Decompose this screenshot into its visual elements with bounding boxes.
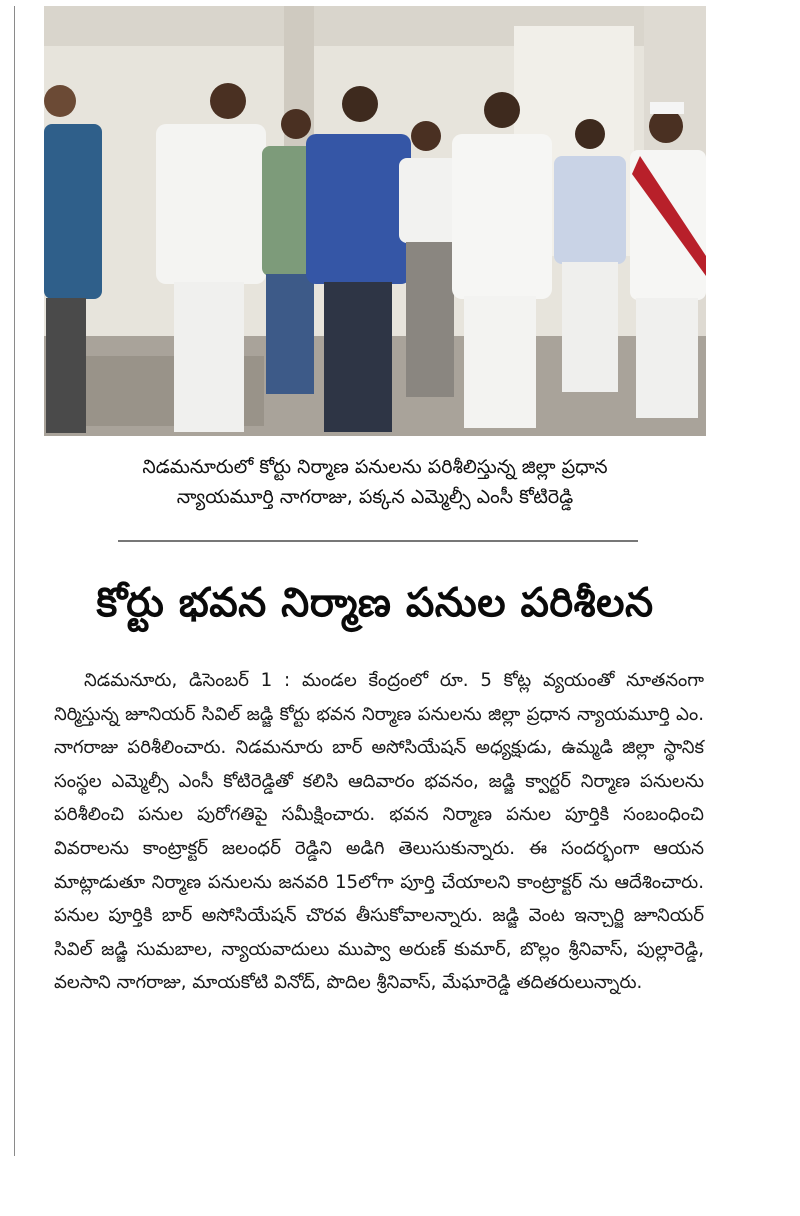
caption-line-2: న్యాయమూర్తి నాగరాజు, పక్కన ఎమ్మెల్సీ ఎంసీ కోటిరెడ్డి bbox=[176, 486, 574, 508]
article-body: నిడమనూరు, డిసెంబర్ 1 : మండల కేంద్రంలో రూ. 5 కోట్ల వ్యయంతో నూతనంగా నిర్మిస్తున్న జూనియర్ సివిల్ జడ్జి కోర్టు భవన నిర్మాణ పనులను జిల్లా ప్రధాన న్యాయమూర్తి ఎం. నాగరాజు పరిశీలించారు. నిడమనూరు బార్ అసోసియేషన్ అధ్యక్షుడు, ఉమ్మడి జిల్లా స్థానిక సంస్థల ఎమ్మెల్సీ ఎంసీ కోటిరెడ్డితో కలిసి ఆదివారం భవనం, జడ్జి క్వార్టర్ నిర్మాణ పనులను పరిశీలించి పనుల పురోగతిపై సమీక్షించారు. భవన నిర్మాణ పనుల పూర్తికి సంబంధించి వివరాలను కాంట్రాక్టర్ జలంధర్ రెడ్డిని అడిగి తెలుసుకున్నారు. ఈ సందర్భంగా ఆయన మాట్లాడుతూ నిర్మాణ పనులను జనవరి 15లోగా పూర్తి చేయాలని కాంట్రాక్టర్ ను ఆదేశించారు. పనుల పూర్తికి బార్ అసోసియేషన్ చొరవ తీసుకోవాలన్నారు. జడ్జి వెంట ఇన్చార్జి జూనియర్ సివిల్ జడ్జి సుమబాల, న్యాయవాదులు ముప్వా అరుణ్ కుమార్, బొల్లం శ్రీనివాస్, పుల్లారెడ్డి, వలసాని నాగరాజు, మాయకోటి వినోద్, పొదిల శ్రీనివాస్, మేఘారెడ్డి తదితరులున్నారు. bbox=[54, 670, 704, 994]
caption-divider bbox=[118, 540, 638, 542]
caption-line-1: నిడమనూరులో కోర్టు నిర్మాణ పనులను పరిశీలిస్తున్న జిల్లా ప్రధాన bbox=[142, 456, 608, 478]
column-divider bbox=[14, 6, 15, 1156]
article-headline: కోర్టు భవన నిర్మాణ పనుల పరిశీలన bbox=[96, 580, 654, 626]
news-photo bbox=[44, 6, 706, 436]
photo-caption bbox=[44, 452, 706, 512]
